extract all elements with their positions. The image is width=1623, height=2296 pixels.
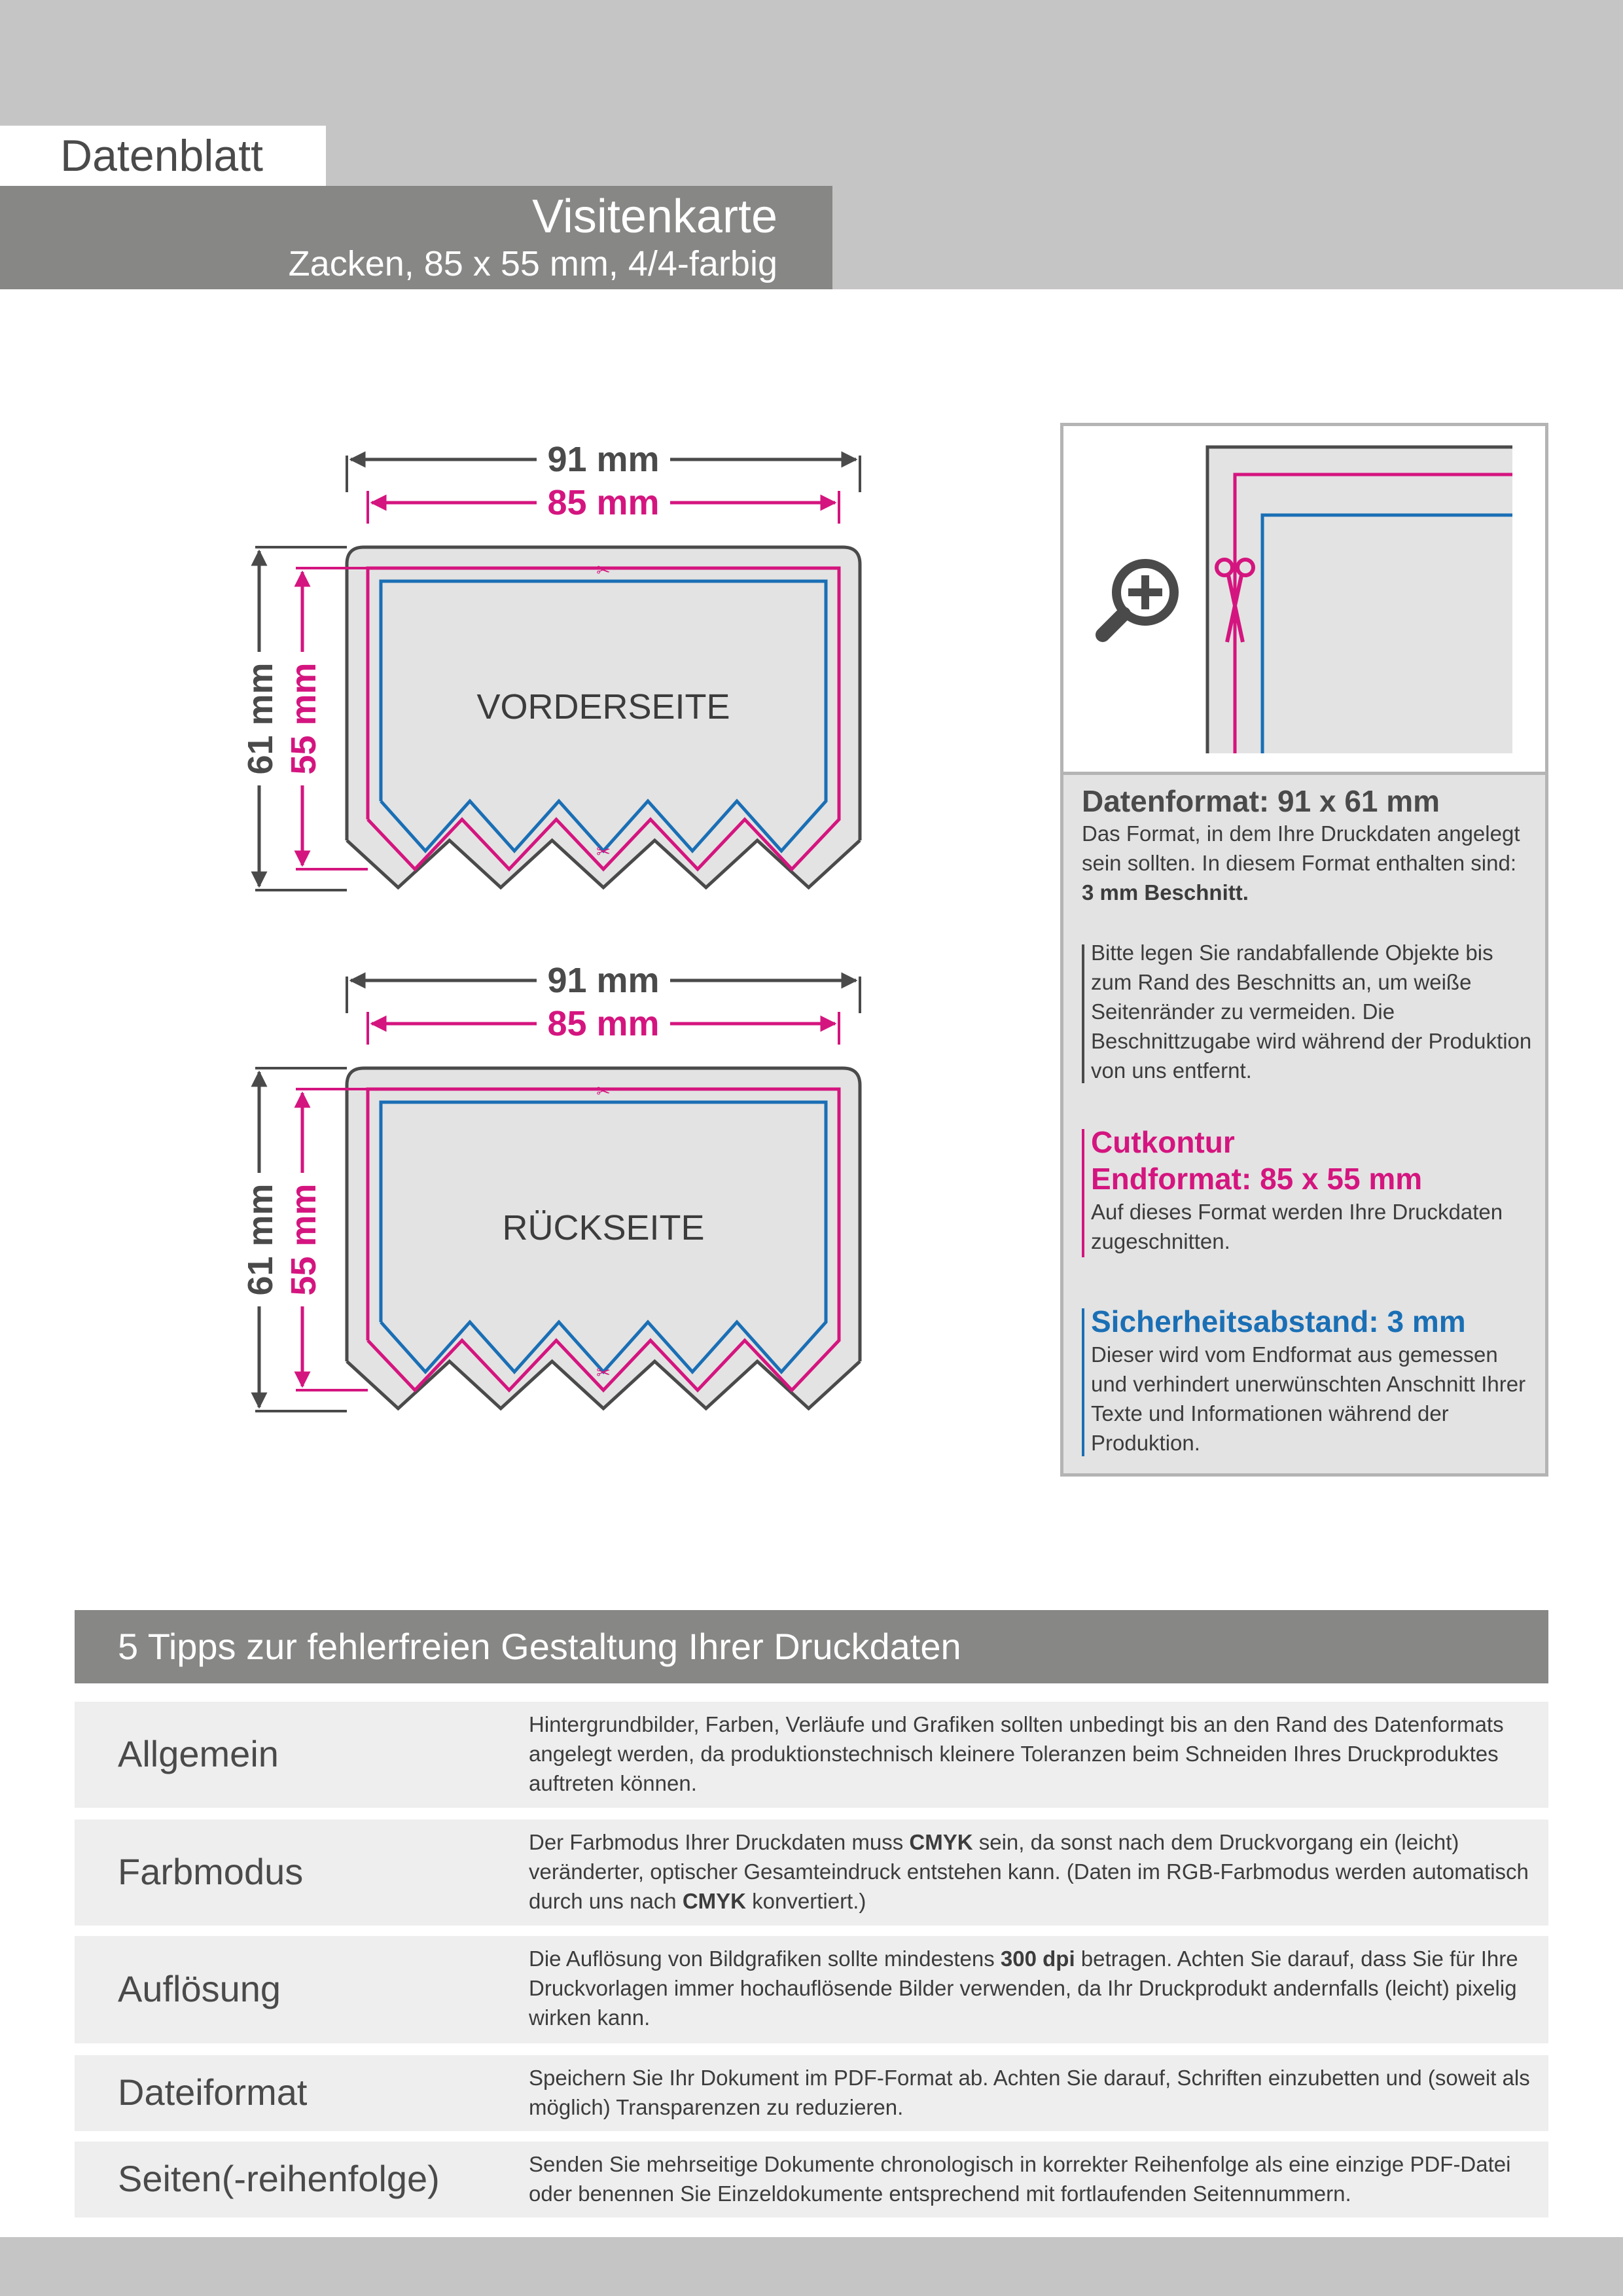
tip-text: [529, 2063, 1537, 2122]
page-title: Visitenkarte: [532, 190, 777, 243]
bleed-note-bar: [1082, 944, 1084, 1083]
card-diagrams: [223, 419, 890, 1427]
safety-section: [1091, 1303, 1536, 1458]
tip-text-bold: 300 dpi: [1000, 1946, 1075, 1971]
tip-text-part: Senden Sie mehrseitige Dokumente chronologisch in korrekter Reihenfolge als eine einzige PDF-Datei oder benennen Sie Einzeldokumente entsprechend mit fortlaufenden Seitennummern.: [529, 2152, 1511, 2206]
datenformat-text: [1082, 819, 1533, 907]
endformat-heading: Endformat: 85 x 55 mm: [1091, 1162, 1423, 1196]
height-outer-label: 61 mm: [241, 662, 280, 775]
tip-row: [75, 1702, 1548, 1808]
page-subtitle: Zacken, 85 x 55 mm, 4/4-farbig: [288, 244, 777, 283]
tip-label: Farbmodus: [118, 1851, 304, 1892]
cutkontur-bar: [1082, 1129, 1084, 1257]
tip-text: [529, 1944, 1537, 2032]
tip-row: [75, 2055, 1548, 2131]
datenblatt-label: Datenblatt: [60, 131, 263, 181]
height-inner-label: 55 mm: [284, 662, 323, 775]
datenformat-text-bold: 3 mm Beschnitt.: [1082, 880, 1249, 905]
info-box: [1060, 423, 1548, 1477]
tip-text: [529, 2149, 1537, 2208]
scissors-mark-top: ✂: [596, 560, 611, 580]
scissors-mark-bottom: ✂: [596, 1363, 611, 1382]
width-inner-label: 85 mm: [547, 1004, 660, 1043]
tips-title: 5 Tipps zur fehlerfreien Gestaltung Ihrer Druckdaten: [118, 1626, 961, 1667]
card-diagram-1: [241, 440, 860, 890]
safety-bar: [1082, 1308, 1084, 1456]
cutkontur-section: [1091, 1124, 1536, 1256]
safety-text: Dieser wird vom Endformat aus gemessen und verhindert unerwünschten Anschnitt Ihrer Texte und Informationen während der Produktion.: [1091, 1342, 1526, 1455]
tip-row: [75, 2142, 1548, 2217]
bleed-area: [1207, 446, 1512, 753]
tip-label: Auflösung: [118, 1968, 281, 2009]
card-side-label: RÜCKSEITE: [502, 1208, 705, 1247]
tip-text-part: sein, da sonst nach dem Druckvorgang ein (leicht) veränderter, optischer Gesamteindruck entstehen kann. (Daten im RGB-Farbmodus werden automatisch durch uns nach: [529, 1830, 1529, 1913]
tip-label: Allgemein: [118, 1733, 279, 1774]
cutkontur-text: Auf dieses Format werden Ihre Druckdaten zugeschnitten.: [1091, 1200, 1503, 1253]
datenformat-text-body: Das Format, in dem Ihre Druckdaten angelegt sein sollten. In diesem Format enthalten sind:: [1082, 821, 1520, 875]
magnifier-plus-icon: [1103, 564, 1174, 635]
card-diagram-2: [241, 961, 860, 1411]
card-side-label: VORDERSEITE: [476, 687, 730, 726]
datenformat-heading: Datenformat: 91 x 61 mm: [1082, 784, 1440, 818]
tip-text-part: Hintergrundbilder, Farben, Verläufe und Grafiken sollten unbedingt bis an den Rand des Datenformats angelegt werden, da produktionstechnisch kleinere Toleranzen beim Schneiden Ihres Druckproduktes auftreten können.: [529, 1712, 1504, 1795]
zoom-detail: [1063, 426, 1545, 775]
footer-band: [0, 2237, 1623, 2296]
scissors-mark-top: ✂: [596, 1081, 611, 1101]
tip-text-part: Der Farbmodus Ihrer Druckdaten muss: [529, 1830, 910, 1854]
tip-text-bold: CMYK: [909, 1830, 973, 1854]
height-inner-label: 55 mm: [284, 1183, 323, 1296]
width-outer-label: 91 mm: [547, 961, 660, 1000]
bleed-note-text: Bitte legen Sie randabfallende Objekte bis zum Rand des Beschnitts an, um weiße Seitenränder zu vermeiden. Die Beschnittzugabe wird während der Produktion von uns entfernt.: [1091, 941, 1532, 1083]
bleed-note: [1091, 938, 1536, 1085]
tip-text-bold: CMYK: [682, 1889, 746, 1913]
cutkontur-heading: Cutkontur: [1091, 1125, 1235, 1159]
tip-row: [75, 1820, 1548, 1926]
width-outer-label: 91 mm: [547, 440, 660, 479]
tip-text-part: Speichern Sie Ihr Dokument im PDF-Format ab. Achten Sie darauf, Schriften einzubetten und (soweit als möglich) Transparenzen zu reduzieren.: [529, 2066, 1530, 2119]
scissors-mark-bottom: ✂: [596, 842, 611, 861]
tip-row: [75, 1936, 1548, 2043]
tip-text-part: konvertiert.): [746, 1889, 866, 1913]
tip-text-part: Die Auflösung von Bildgrafiken sollte mindestens: [529, 1946, 1001, 1971]
tip-text: [529, 1710, 1537, 1798]
width-inner-label: 85 mm: [547, 483, 660, 522]
tip-label: Dateiformat: [118, 2072, 308, 2113]
tip-text: [529, 1827, 1537, 1916]
height-outer-label: 61 mm: [241, 1183, 280, 1296]
zoom-detail-graphic: [1063, 426, 1545, 772]
safety-heading: Sicherheitsabstand: 3 mm: [1091, 1304, 1466, 1338]
tip-label: Seiten(-reihenfolge): [118, 2158, 440, 2199]
datenformat-section: [1082, 783, 1533, 907]
tip-text-part: betragen. Achten Sie darauf, dass Sie für Ihre Druckvorlagen immer hochauflösende Bilder verwenden, da Ihr Druckprodukt andernfalls (leicht) pixelig wirken kann.: [529, 1946, 1518, 2030]
